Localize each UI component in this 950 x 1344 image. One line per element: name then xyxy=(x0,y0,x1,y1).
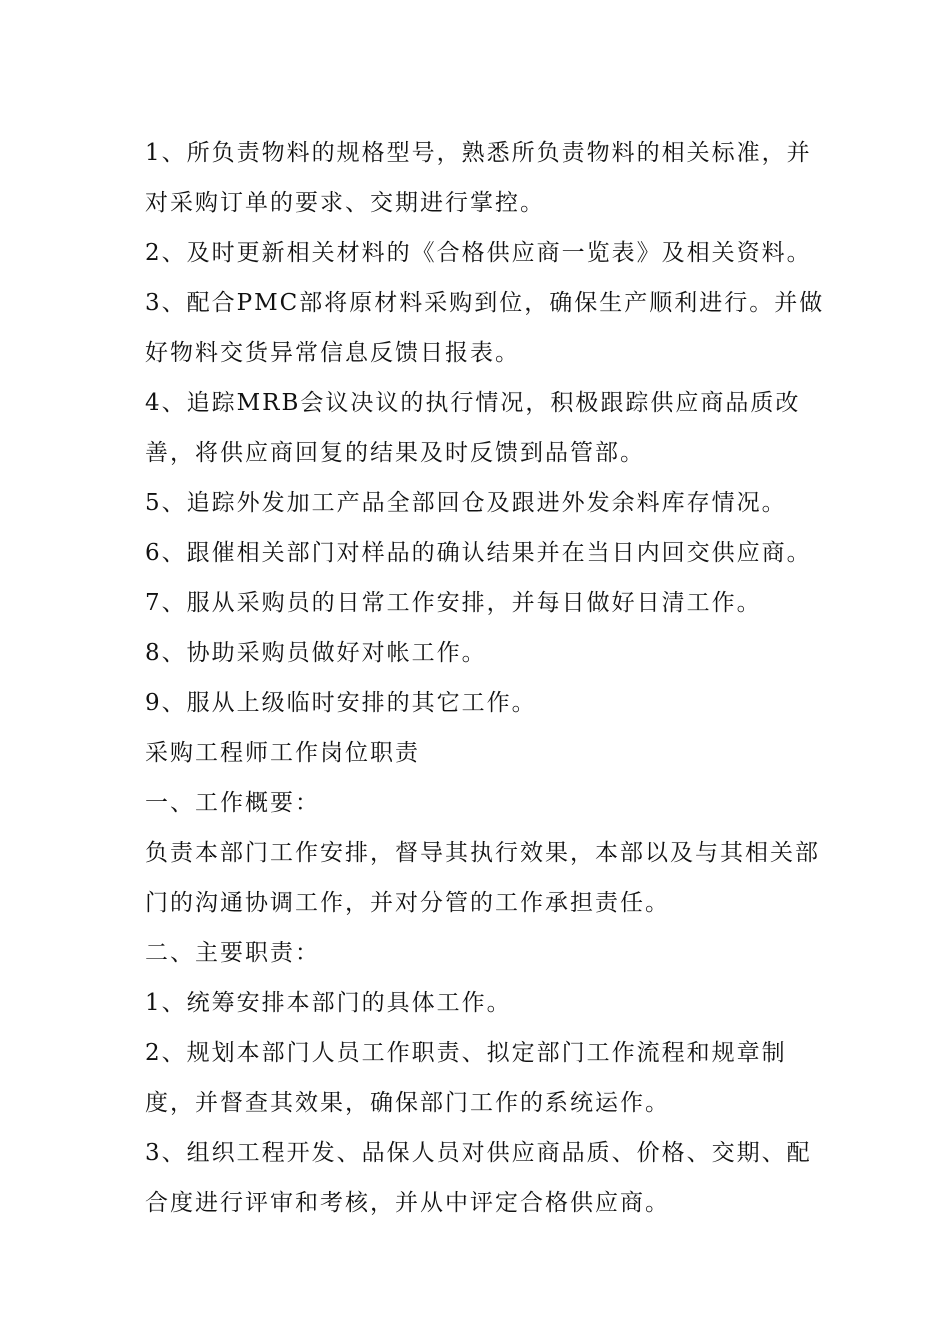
section-heading: 一、工作概要： xyxy=(145,790,320,816)
section-title: 采购工程师工作岗位职责 xyxy=(145,740,420,766)
paragraph: 6、跟催相关部门对样品的确认结果并在当日内回交供应商。 xyxy=(145,540,812,566)
paragraph: 3、配合PMC部将原材料采购到位，确保生产顺利进行。并做好物料交货异常信息反馈日报表。 xyxy=(145,290,825,366)
paragraph: 2、规划本部门人员工作职责、拟定部门工作流程和规章制度，并督查其效果，确保部门工作的系统运作。 xyxy=(145,1040,787,1116)
paragraph: 负责本部门工作安排，督导其执行效果，本部以及与其相关部门的沟通协调工作，并对分管的工作承担责任。 xyxy=(145,840,820,916)
paragraph: 4、追踪MRB会议决议的执行情况，积极跟踪供应商品质改善，将供应商回复的结果及时反馈到品管部。 xyxy=(145,390,801,466)
document-body xyxy=(145,128,825,1228)
paragraph: 7、服从采购员的日常工作安排，并每日做好日清工作。 xyxy=(145,590,762,616)
section-heading: 二、主要职责： xyxy=(145,940,320,966)
paragraph: 5、追踪外发加工产品全部回仓及跟进外发余料库存情况。 xyxy=(145,490,787,516)
paragraph: 8、协助采购员做好对帐工作。 xyxy=(145,640,487,666)
paragraph: 9、服从上级临时安排的其它工作。 xyxy=(145,690,537,716)
paragraph: 2、及时更新相关材料的《合格供应商一览表》及相关资料。 xyxy=(145,240,812,266)
paragraph: 3、组织工程开发、品保人员对供应商品质、价格、交期、配合度进行评审和考核，并从中评定合格供应商。 xyxy=(145,1140,812,1216)
paragraph: 1、统筹安排本部门的具体工作。 xyxy=(145,990,512,1016)
paragraph: 1、所负责物料的规格型号，熟悉所负责物料的相关标准，并对采购订单的要求、交期进行掌控。 xyxy=(145,140,812,216)
